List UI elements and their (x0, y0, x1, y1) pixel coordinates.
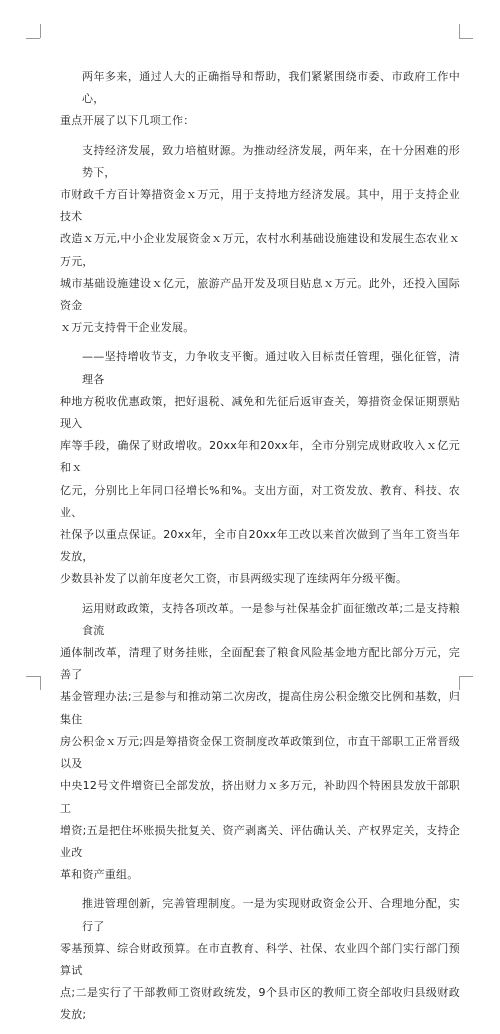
crop-mark-top-right-h (459, 38, 473, 39)
paragraph-revenue-balance (60, 346, 460, 590)
text-line: 零基预算、综合财政预算。在市直教育、科学、社保、农业四个部门实行部门预算试 (60, 941, 460, 977)
document-body (60, 66, 460, 1034)
text-line: 通体制改革，清理了财务挂账，全面配套了粮食风险基金地方配比部分万元，完善了 (60, 646, 460, 682)
text-line: 支持经济发展，致力培植财源。为推动经济发展，两年来，在十分困难的形势下， (82, 143, 460, 179)
text-line: 推进管理创新，完善管理制度。一是为实现财政资金公开、合理地分配，实行了 (82, 897, 460, 933)
crop-mark-bottom-right-h (459, 676, 473, 677)
crop-mark-bottom-left-v (40, 676, 41, 690)
text-line: 城市基础设施建设ｘ亿元，旅游产品开发及项目贴息ｘ万元。此外，还投入国际资金 (60, 276, 460, 313)
text-line: 改造ｘ万元,中小企业发展资金ｘ万元，农村水利基础设施建设和发展生态农业ｘ万元， (60, 232, 460, 268)
text-line: 房公积金ｘ万元;四是筹措资金保工资制度改革政策到位，市直干部职工正常晋级以及 (60, 734, 460, 771)
text-line: ｘ万元支持骨干企业发展。 (60, 321, 195, 335)
text-line: 运用财政政策，支持各项改革。一是参与社保基金扩面征缴改革;二是支持粮食流 (82, 601, 460, 637)
crop-mark-bottom-left-h (26, 676, 40, 677)
text-line: 库等手段，确保了财政增收。20xx年和20xx年，全市分别完成财政收入ｘ亿元和ｘ (60, 439, 460, 475)
text-line: 增资;五是把住坏账损失批复关、资产剥离关、评估确认关、产权界定关，支持企业改 (60, 823, 460, 859)
text-line: 种地方税收优惠政策，把好退税、减免和先征后返审查关，筹措资金保证期票贴现入 (60, 394, 460, 431)
crop-mark-top-right-v (459, 24, 460, 38)
text-line: 点;二是实行了干部教师工资财政统发，9个县市区的教师工资全部收归县级财政发放; (60, 986, 460, 1022)
text-line: 亿元，分别比上年同口径增长%和%。支出方面，对工资发放、教育、科技、农业、 (60, 483, 460, 519)
paragraph-intro (60, 66, 460, 133)
paragraph-economic-development (60, 140, 460, 340)
crop-mark-top-left-v (40, 24, 41, 38)
crop-mark-top-left-h (26, 38, 40, 39)
paragraph-management-innovation (60, 893, 460, 1026)
text-line: 基金管理办法;三是参与和推动第二次房改，提高住房公积金缴交比例和基数，归集住 (60, 690, 460, 726)
text-line: 两年多来，通过人大的正确指导和帮助，我们紧紧围绕市委、市政府工作中心， (82, 70, 460, 106)
paragraph-fiscal-policy-reform (60, 598, 460, 887)
text-line: 重点开展了以下几项工作： (60, 114, 195, 128)
text-line: 革和资产重组。 (60, 868, 139, 882)
text-line: ——坚持增收节支，力争收支平衡。通过收入目标责任管理，强化征管，清理各 (82, 350, 460, 386)
text-line: 中央12号文件增资已全部发放，挤出财力ｘ多万元，补助四个特困县发放干部职工 (60, 779, 460, 815)
text-line: 社保予以重点保证。20xx年，全市自20xx年工改以来首次做到了当年工资当年发放， (60, 528, 460, 564)
text-line: 市财政千方百计筹措资金ｘ万元，用于支持地方经济发展。其中，用于支持企业技术 (60, 188, 460, 224)
text-line: 少数县补发了以前年度老欠工资，市县两级实现了连续两年分级平衡。 (60, 572, 408, 586)
